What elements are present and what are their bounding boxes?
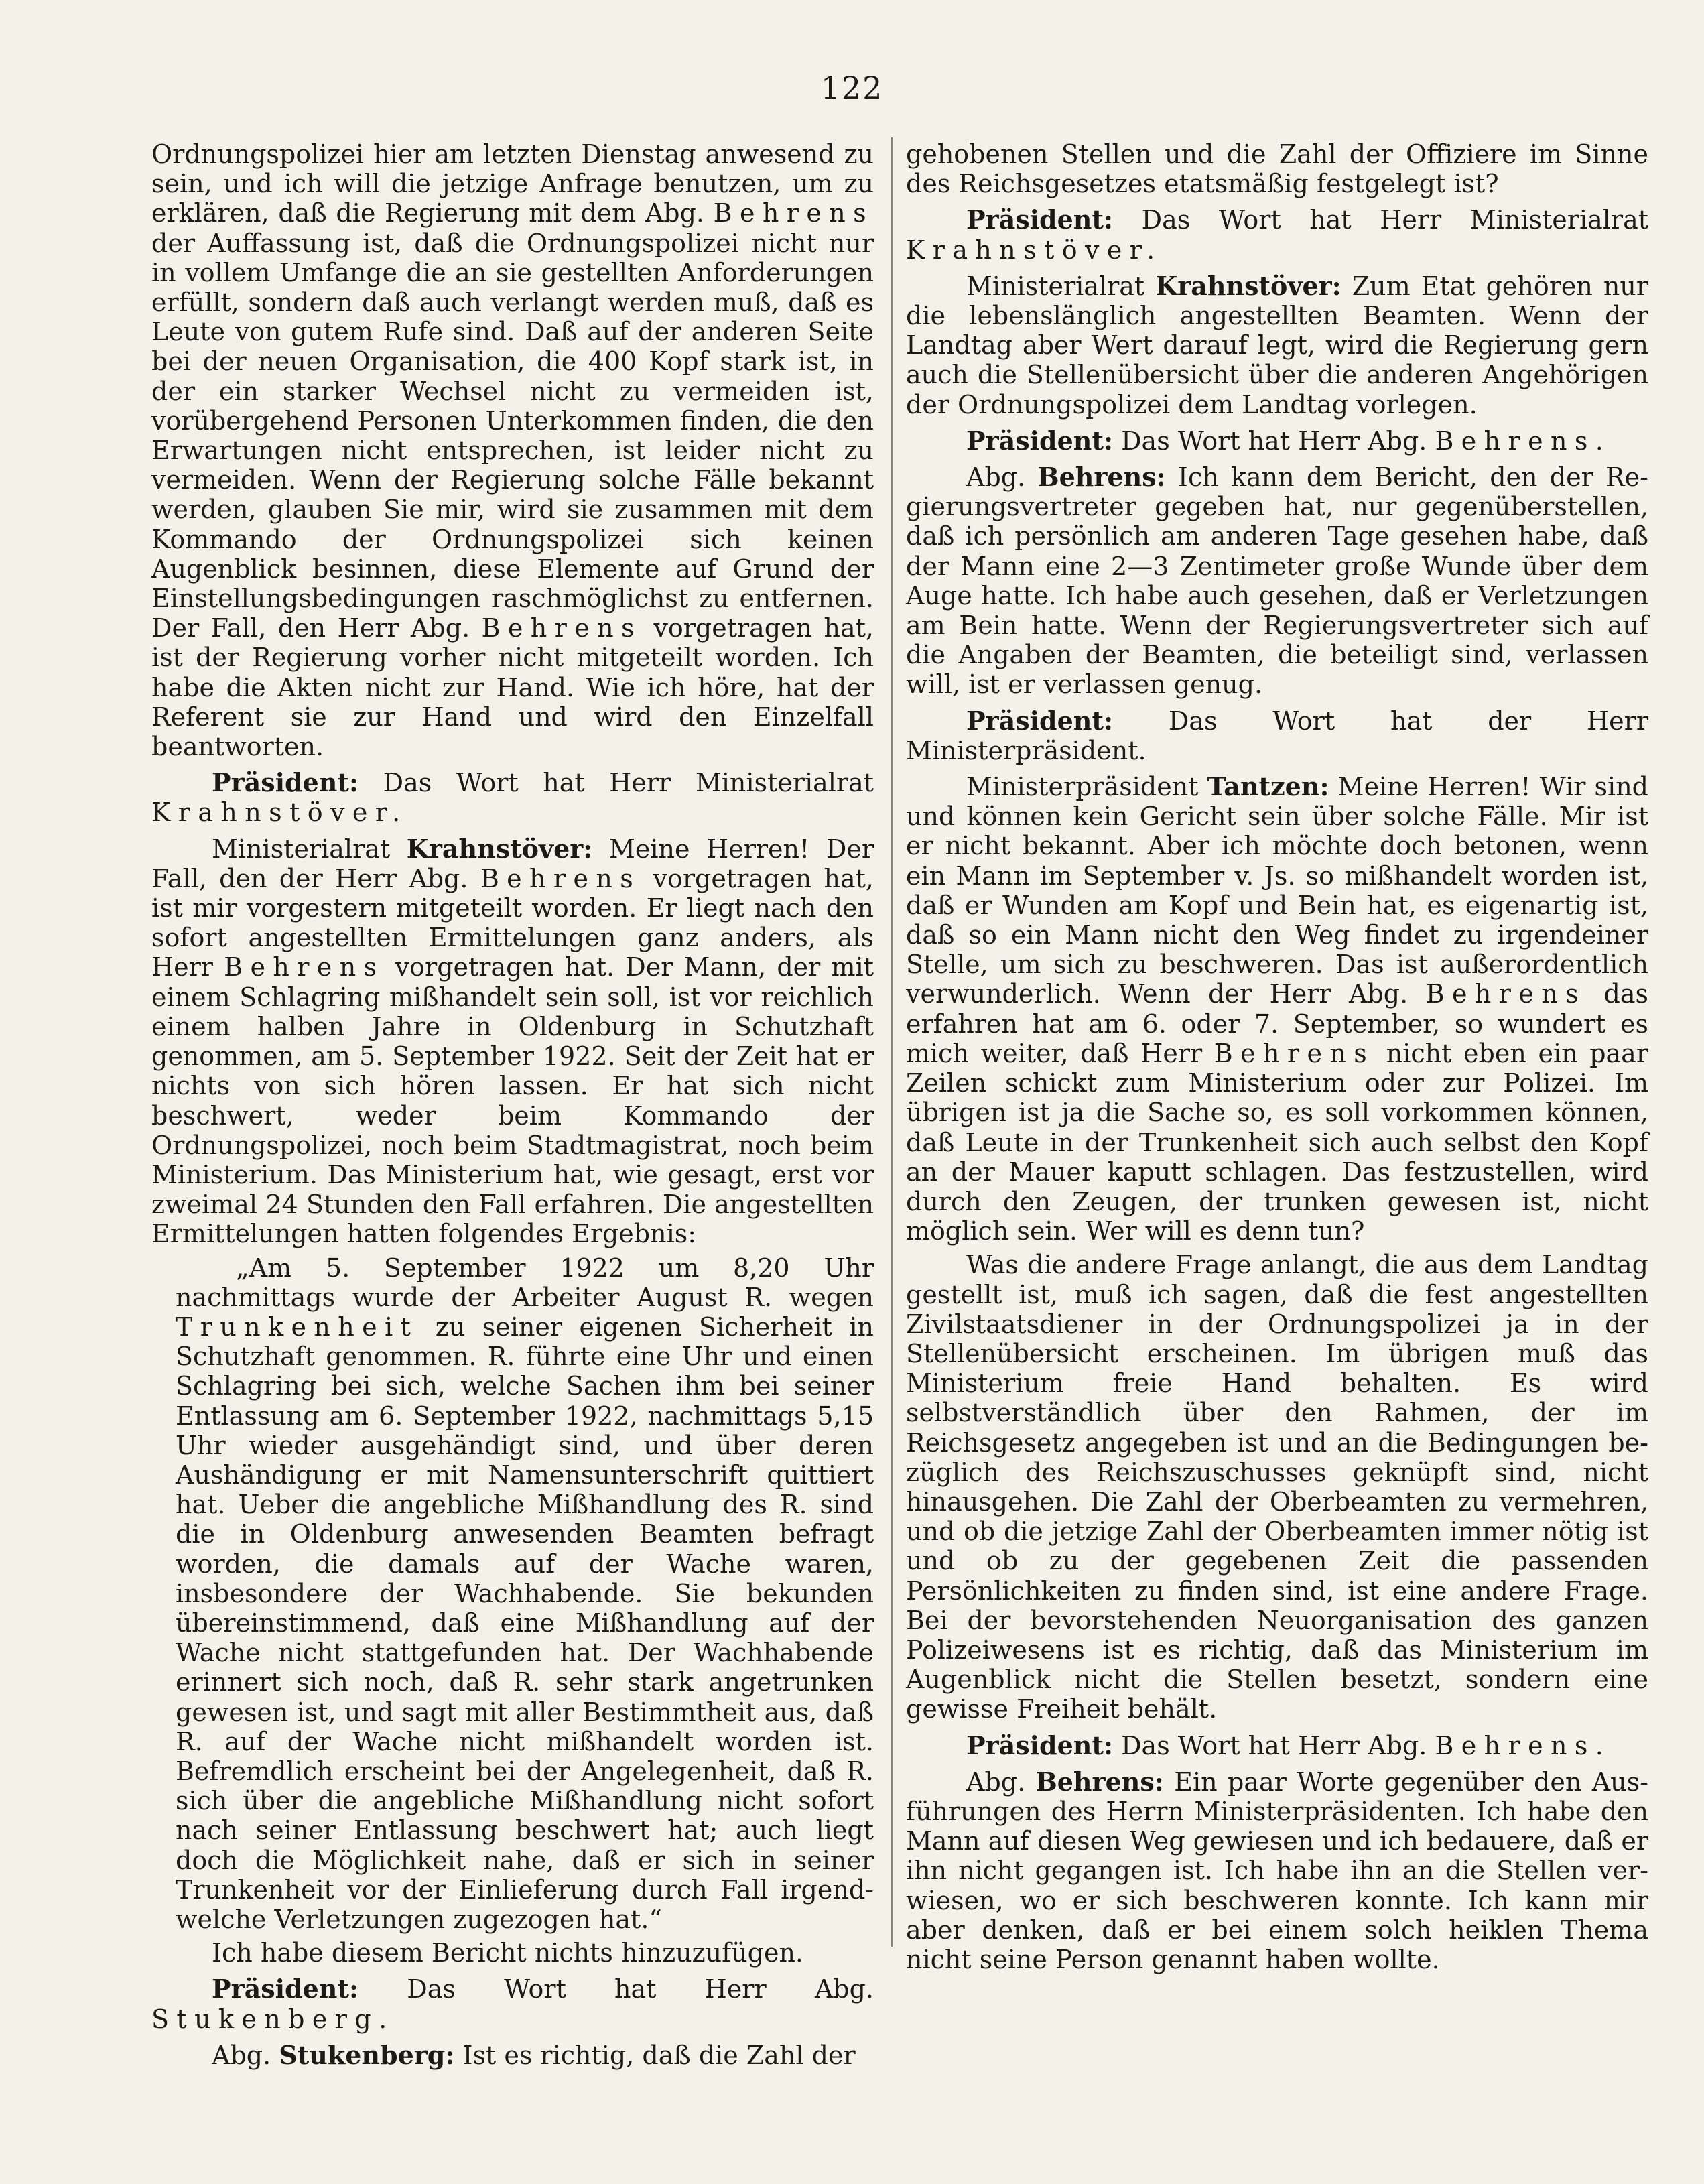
text-run: das erfahren hat am 6. oder 7. September, so wundert es mich weiter, daß Herr	[906, 979, 1648, 1068]
right-column	[906, 139, 1648, 1978]
text-run: Das Wort hat Herr Abg.	[1113, 1730, 1435, 1760]
text-run: Meine Herren! Der Fall, den der Herr Abg.	[151, 834, 874, 893]
text-run: zu seiner eigenen Sicherheit in Schutzhaft genommen. R. führte eine Uhr und einen Schlagring bei sich, welche Sachen ihm bei seiner Entlassung am 6. September 1922, nachmittags 5,15 Uhr wieder ausgehändigt sind, und über deren Aushändigung er mit Namensunterschrift quittiert hat. Ueber die angebliche Mißhandlung des R. sind die in Oldenburg anwesenden Beamten befragt worden, die damals auf der Wache waren, insbesondere der Wachhabende. Sie bekunden übereinstimmend, daß eine Mißhandlung auf der Wache nicht stattgefunden hat. Der Wachhabende erinnert sich noch, daß R. sehr stark angetrunken gewesen ist, und sagt mit aller Bestimmtheit aus, daß R. auf der Wache nicht mißhandelt worden ist. Befremdlich erscheint bei der Angelegenheit, daß R. sich über die angebliche Mißhandlung nicht sofort nach seiner Entlassung beschwert hat; auch liegt doch die Möglichkeit nahe, daß er sich in seiner Trunkenheit vor der Einlieferung durch Fall irgendwelche Verletzungen zugezogen hat.“	[176, 1311, 874, 1934]
text-run: Abg.	[212, 2040, 279, 2070]
spaced-name: Behrens	[713, 198, 874, 229]
text-run: Das Wort hat Herr Abg.	[358, 1974, 874, 2004]
text-run: vorgetragen hat. Der Mann, der mit einem Schlagring mißhandelt sein soll, ist vor reichlich einem halben Jahre in Oldenburg in Schutzhaft genommen, am 5. September 1922. Seit der Zeit hat er nichts von sich hören lassen. Er hat sich nicht beschwert, weder beim Kommando der Ordnungspolizei, noch beim Stadtmagistrat, noch beim Ministerium. Das Ministerium hat, wie gesagt, erst vor zweimal 24 Stunden den Fall erfahren. Die angestellten Ermittelungen hatten folgendes Ergebnis:	[151, 952, 874, 1249]
text-run: Ordnungspolizei hier am letzten Dienstag anwesend zu sein, und ich will die jetzige Anfrage benutzen, um zu erklären, daß die Regierung mit dem Abg.	[151, 139, 874, 229]
speaker-name: Krahnstöver:	[1155, 270, 1341, 301]
spaced-name: Stukenberg.	[151, 2004, 395, 2034]
text-run: Was die andere Frage anlangt, die aus dem Landtag gestellt ist, muß ich sagen, daß die fest angestellten Zivilstaatsdiener in der Ordnungspolizei ja in der Stellenübersicht erscheinen. Im übrigen muß das Ministerium freie Hand behalten. Es wird selbstverständlich über den Rahmen, der im Reichsgesetz angegeben ist und an die Bedingungen bezüglich des Reichszuschusses geknüpft sind, nicht hinausgehen. Die Zahl der Oberbeamten zu vermehren, und ob die jetzige Zahl der Oberbeamten immer nötig ist und ob zu der gegebenen Zeit die passenden Persönlichkeiten zu finden sind, ist eine andere Frage. Bei der bevorstehenden Neuorganisation des ganzen Polizeiwesens ist es richtig, daß das Ministerium im Augenblick nicht die Stellen besetzt, sondern eine gewisse Freiheit behält.	[906, 1250, 1648, 1724]
speaker-name: Präsident:	[966, 705, 1114, 736]
text-run: Ich habe diesem Bericht nichts hinzuzufügen.	[212, 1938, 803, 1968]
text-run: Ein paar Worte gegenüber den Ausführungen des Herrn Ministerpräsidenten. Ich habe den Mann auf diesen Weg gewiesen und ich bedauere, daß er ihn nicht gegangen ist. Ich habe ihn an die Stellen verwiesen, wo er sich beschweren konnte. Ich kann mir aber denken, daß er bei einem solch heiklen Thema nicht seine Person genannt haben wollte.	[906, 1767, 1648, 1974]
speaker-name: Präsident:	[212, 1974, 359, 2004]
right-column-paragraph	[906, 1250, 1648, 1724]
text-run: Das Wort hat Herr Ministerialrat	[358, 768, 874, 798]
right-column-paragraph	[906, 772, 1648, 1246]
right-column-paragraph	[906, 271, 1648, 420]
spaced-name: Behrens	[1214, 1038, 1375, 1068]
spaced-name: Behrens	[480, 863, 641, 893]
right-column-paragraph	[906, 1731, 1648, 1760]
left-column-paragraph	[151, 2041, 874, 2070]
right-column-paragraph	[906, 205, 1648, 264]
speaker-name: Stukenberg:	[279, 2039, 455, 2070]
text-run: Meine Herren! Wir sind und können kein Gericht sein über solche Fälle. Mir ist er nicht bekannt. Aber ich möchte doch betonen, wenn ein Mann im September v. Js. so mißhandelt worden ist, daß er Wunden am Kopf und Bein hat, es eigenartig ist, daß so ein Mann nicht den Weg findet zu irgendeiner Stelle, um sich zu beschweren. Das ist außerordentlich verwunderlich. Wenn der Herr Abg.	[906, 772, 1648, 1009]
spaced-name: Krahnstöver.	[151, 797, 408, 828]
spaced-name: Behrens	[481, 613, 642, 643]
speaker-name: Präsident:	[212, 767, 359, 798]
text-run: Ist es richtig, daß die Zahl der	[454, 2040, 856, 2070]
spaced-name: Behrens.	[1435, 426, 1612, 456]
right-column-paragraph	[906, 426, 1648, 456]
speaker-name: Präsident:	[966, 1730, 1114, 1760]
text-run: Ministerialrat	[212, 834, 407, 864]
left-column-paragraph	[151, 1938, 874, 1968]
spaced-name: Trunkenheit	[176, 1311, 419, 1342]
text-run: Zum Etat gehören nur die lebenslänglich angestellten Beamten. Wenn der Landtag aber Wert darauf legt, wird die Regierung gern auch die Stellenübersicht über die anderen Angehörigen der Ordnungspolizei dem Landtag vorlegen.	[906, 271, 1648, 420]
right-column-paragraph	[906, 139, 1648, 198]
text-run: Ministerialrat	[966, 271, 1156, 301]
text-run: nicht eben ein paar Zeilen schickt zum Ministerium oder zur Polizei. Im übrigen ist ja die Sache so, es soll vorkommen können, daß Leute in der Trunkenheit sich auch selbst den Kopf an der Mauer kaputt schlagen. Das festzustellen, wird durch den Zeugen, der trunken gewesen ist, nicht möglich sein. Wer will es denn tun?	[906, 1038, 1648, 1246]
speaker-name: Behrens:	[1035, 1766, 1164, 1797]
right-column-paragraph	[906, 462, 1648, 700]
page-number: 122	[820, 70, 884, 106]
left-column-paragraph	[151, 1974, 874, 2033]
speaker-name: Tantzen:	[1207, 771, 1329, 802]
left-column-paragraph	[151, 139, 874, 761]
text-run: Abg.	[966, 1767, 1036, 1797]
left-column-paragraph	[151, 834, 874, 1249]
speaker-name: Krahnstöver:	[406, 833, 593, 864]
column-divider	[891, 137, 893, 1947]
text-run: gehobenen Stellen und die Zahl der Offiziere im Sinne des Reichsgesetzes etatsmäßig festgelegt ist?	[906, 139, 1648, 199]
text-run: der Auffassung ist, daß die Ordnungspolizei nicht nur in vollem Umfange die an sie gestellten Anforderungen erfüllt, sondern daß auch verlangt werden muß, daß es Leute von gutem Rufe sind. Daß auf der anderen Seite bei der neuen Organisation, die 400 Kopf stark ist, in der ein starker Wechsel nicht zu vermeiden ist, vorübergehend Personen Unterkommen finden, die den Erwartungen nicht entsprechen, ist leider nicht zu vermeiden. Wenn der Regierung solche Fälle bekannt werden, glauben Sie mir, wird sie zusammen mit dem Kommando der Ordnungspolizei sich keinen Augenblick besinnen, diese Elemente auf Grund der Einstellungsbedingungen raschmöglichst zu entfernen. Der Fall, den Herr Abg.	[151, 228, 874, 643]
right-column-paragraph	[906, 1767, 1648, 1974]
text-run: Ministerpräsident	[966, 772, 1207, 802]
text-run: vorgetragen hat, ist mir vorgestern mitgeteilt worden. Er liegt nach den sofort angestellten Ermittelungen ganz anders, als Herr	[151, 863, 874, 982]
spaced-name: Behrens	[224, 952, 385, 982]
text-run: Das Wort hat Herr Ministerialrat	[1113, 205, 1648, 235]
spaced-name: Behrens	[1425, 979, 1587, 1009]
speaker-name: Präsident:	[966, 204, 1114, 235]
left-column-paragraph	[176, 1253, 874, 1935]
left-column	[151, 139, 874, 2074]
text-run: Das Wort hat Herr Abg.	[1113, 426, 1435, 456]
speaker-name: Präsident:	[966, 425, 1114, 456]
text-run: vorgetragen hat, ist der Regierung vorher nicht mitgeteilt worden. Ich habe die Akten nicht zur Hand. Wie ich höre, hat der Referent sie zur Hand und wird den Einzelfall beantworten.	[151, 613, 874, 762]
text-run: „Am 5. September 1922 um 8,20 Uhr nachmittags wurde der Arbeiter August R. wegen	[176, 1252, 874, 1312]
text-run: Ich kann dem Bericht, den der Regierungsvertreter gegeben hat, nur gegenüberstellen, daß ich persönlich am anderen Tage gesehen habe, daß der Mann eine 2—3 Zentimeter große Wunde über dem Auge hatte. Ich habe auch gesehen, daß er Verletzungen am Bein hatte. Wenn der Regierungsvertreter sich auf die Angaben der Beamten, die beteiligt sind, verlassen will, ist er verlassen genug.	[906, 462, 1648, 700]
right-column-paragraph	[906, 706, 1648, 765]
text-run: Abg.	[966, 462, 1038, 493]
text-run: Das Wort hat der Herr Ministerpräsident.	[906, 706, 1648, 765]
spaced-name: Krahnstöver.	[906, 235, 1163, 265]
speaker-name: Behrens:	[1037, 462, 1166, 493]
spaced-name: Behrens.	[1435, 1730, 1612, 1760]
left-column-paragraph	[151, 768, 874, 827]
